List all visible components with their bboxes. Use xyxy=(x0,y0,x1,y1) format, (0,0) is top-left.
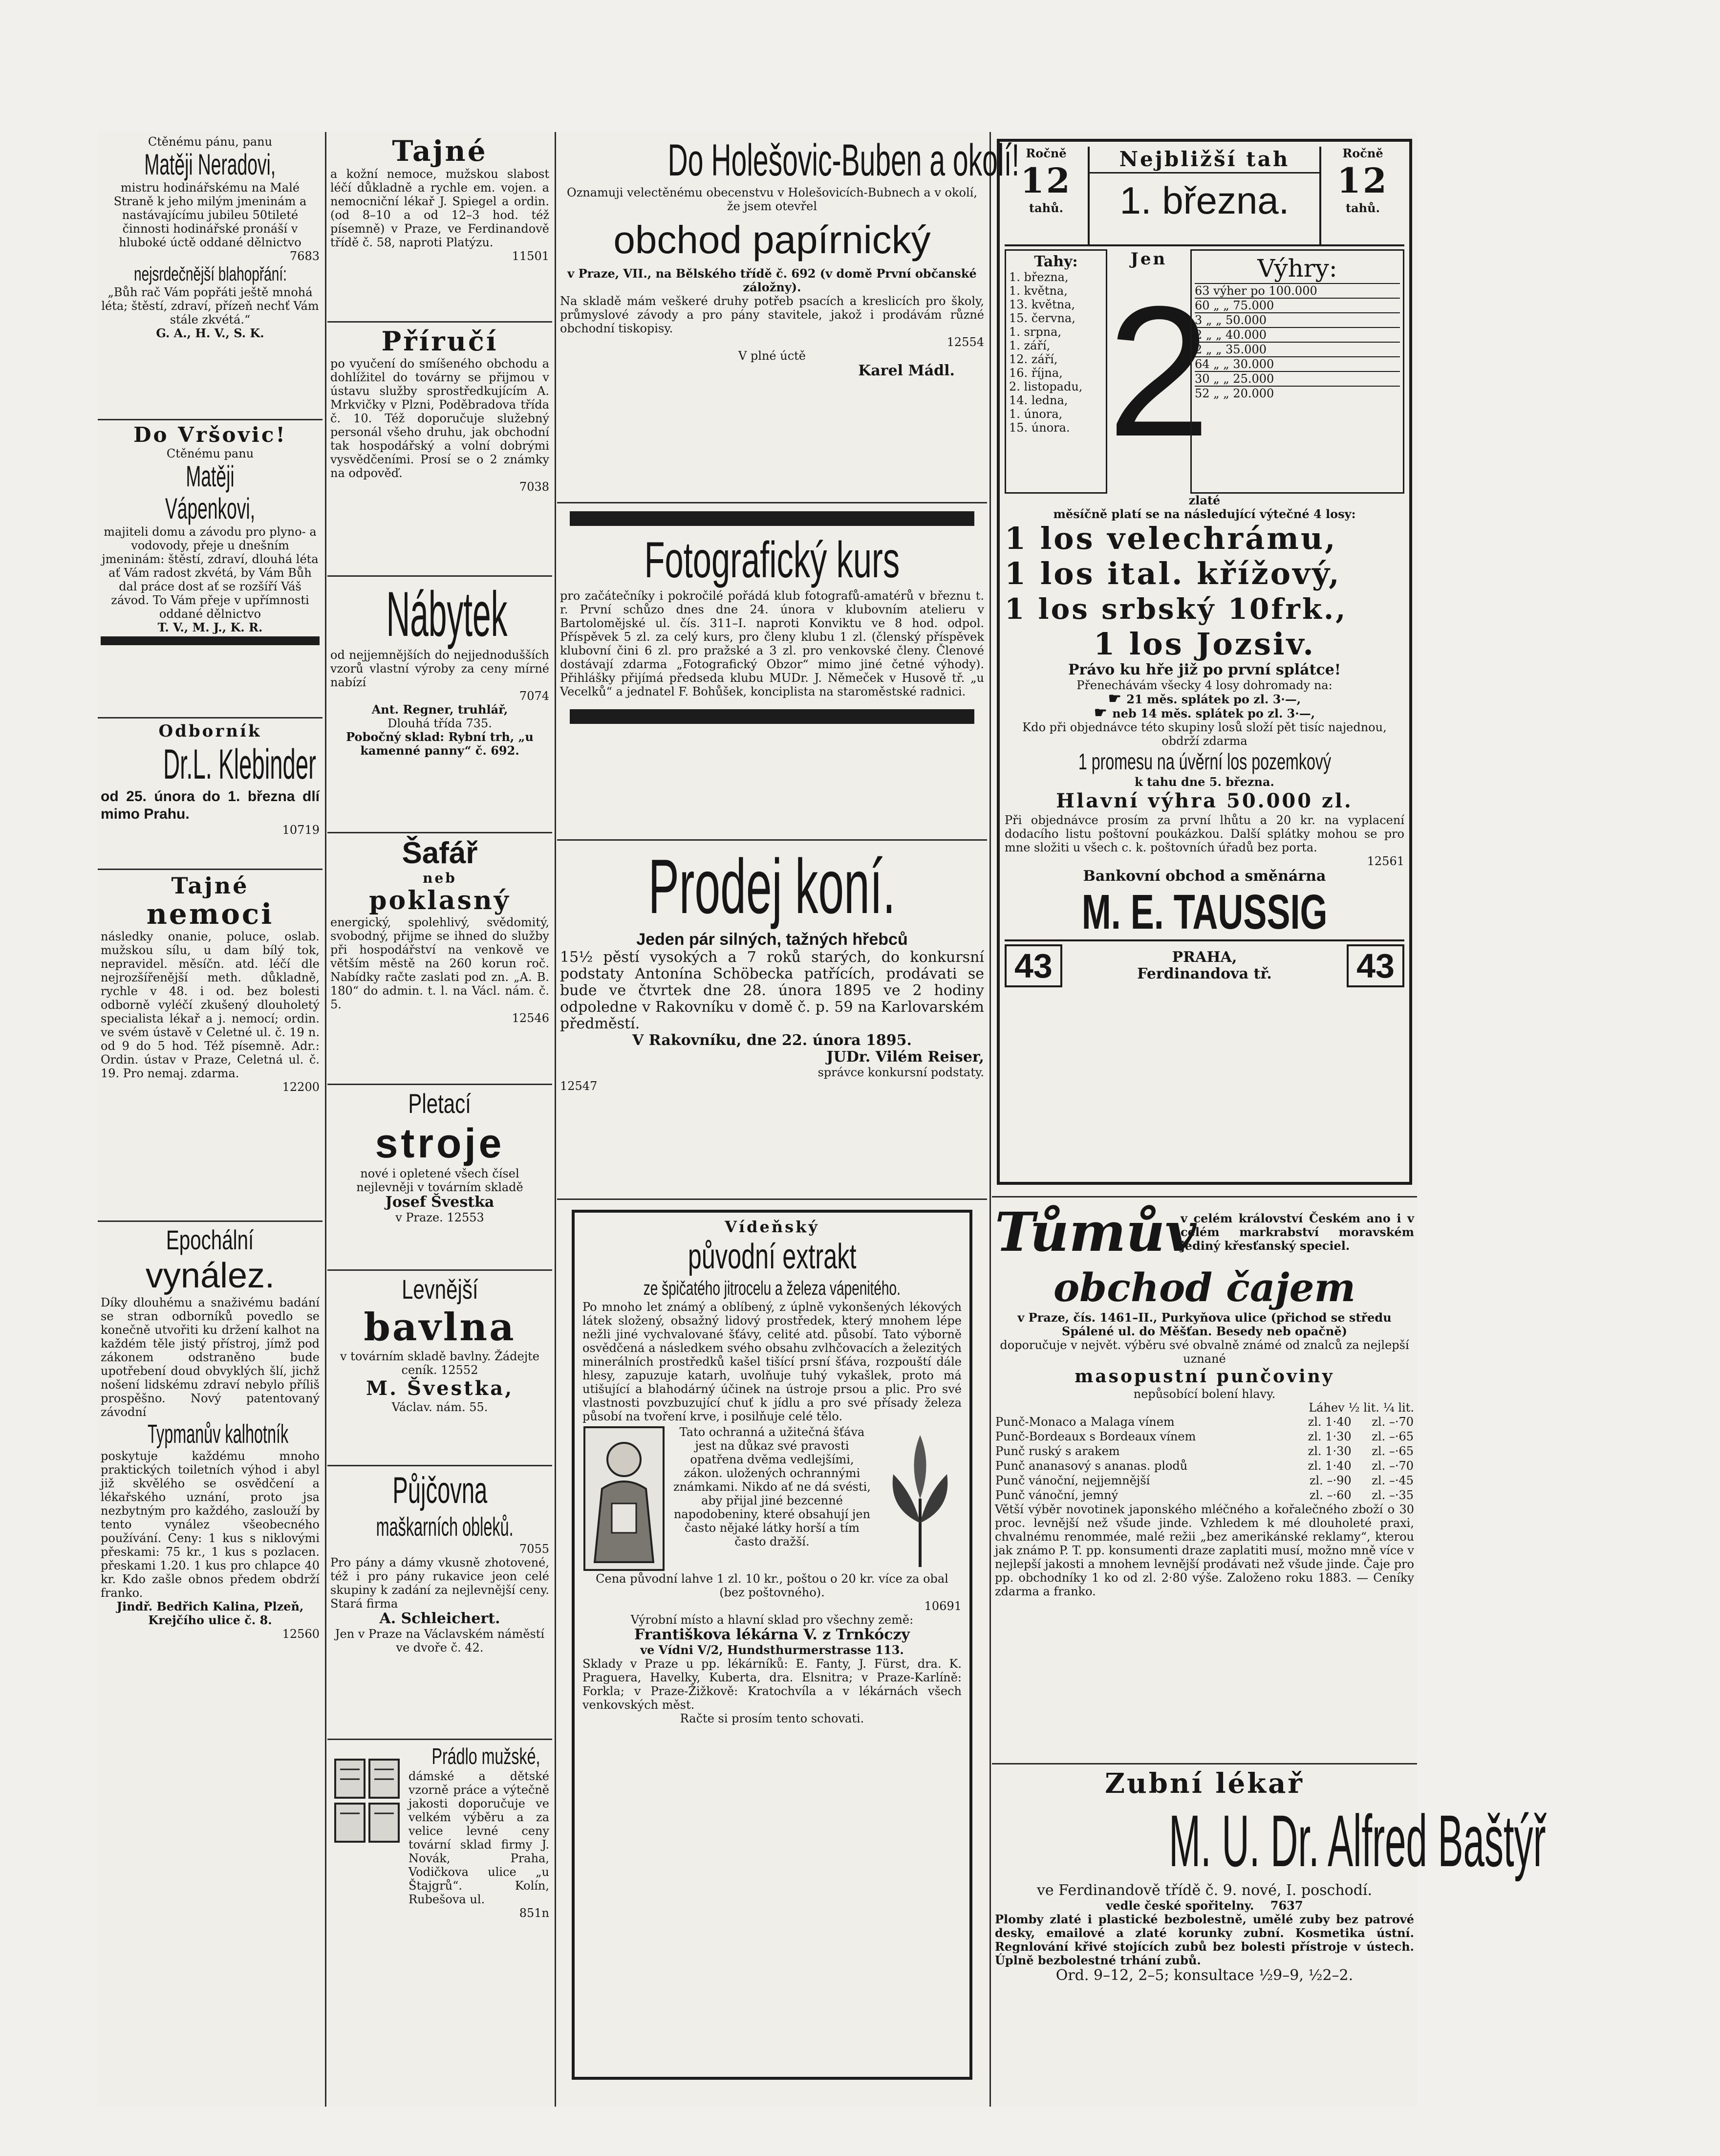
headline-2: poklasný xyxy=(369,886,511,915)
body-text: 15½ pěstí vysokých a 7 roků starých, do konkursní podstaty Antonína Schöbecka patřících, prodávati se bude ve čtvrtek dne 28. února 1895 ve 2 hodiny odpoledne v Rakovníku v domě č. p. 59 na Karlovarském předměstí. xyxy=(560,949,984,1032)
draw-date-item: 15. února. xyxy=(1009,421,1070,435)
headline-2: vynález. xyxy=(145,1256,275,1295)
draw-date-item: 14. ledna, xyxy=(1009,393,1068,407)
doctor-name: Dr.L. Klebinder xyxy=(163,741,316,788)
place-date: V Rakovníku, dne 22. února 1895. xyxy=(632,1032,912,1049)
ad-safar xyxy=(327,833,552,1085)
right-unit: tahů. xyxy=(1346,201,1380,215)
no-headache: nepůsobící bolení hlavy. xyxy=(1133,1387,1276,1401)
headline: Prodej koní. xyxy=(648,844,896,930)
ad-extrakt xyxy=(557,1200,987,2107)
column-rule xyxy=(325,132,326,2107)
punch-row xyxy=(995,1429,1414,1444)
firm-name: A. Schleichert. xyxy=(379,1610,500,1627)
body-text: Na skladě mám veškeré druhy potřeb psacích a kreslicích pro školy, průmyslové závody a pro pány stavitele, jakož i prodávám různé obchodní tiskopisy. xyxy=(560,294,984,335)
left-unit: tahů. xyxy=(1029,201,1063,215)
next-draw-date: 1. března. xyxy=(1090,172,1319,227)
bank-firm: M. E. TAUSSIG xyxy=(1081,885,1328,939)
newspaper-page xyxy=(98,132,1546,2107)
body-text: po vyučení do smíšeného obchodu a dohlížitel do továrny se přijmou v ústavu služby sprostředkujícím A. Mrkvičky v Plzni, Poděbradova třída č. 10. Též doporučuje služebný personál všeho druhu, jak obchodní tak hospodářský a volní dobrými vysvědčeními. Prosí se o 2 známky na odpověď. xyxy=(330,357,549,480)
body-text: Pro pány a dámy vkusně zhotovené, též i pro pány rukavice jeon celé skupiny k zadání za nejlevnější ceny. Stará firma xyxy=(330,1556,549,1611)
punch-row xyxy=(995,1473,1414,1488)
right-number: 12 xyxy=(1337,160,1389,201)
body-text: v továrním skladě bavlny. Žádejte ceník. 12552 xyxy=(340,1350,539,1377)
ad-tumuv xyxy=(992,1198,1417,1764)
draws-title: Tahy: xyxy=(1034,253,1078,270)
maker-intro: Výrobní místo a hlavní sklad pro všechny země: xyxy=(630,1613,914,1627)
punch-row xyxy=(995,1415,1414,1429)
side-code: 7055 xyxy=(519,1542,549,1556)
body-text: nové i opletené všech čísel nejlevněji v továrním skladě xyxy=(356,1167,523,1194)
price: Cena původní lahve 1 zl. 10 kr., poštou o 20 kr. více za obal (bez poštovného). xyxy=(596,1572,948,1599)
column-rule xyxy=(555,132,556,2107)
ad-code: 12546 xyxy=(512,1011,549,1025)
orders-text: Při objednávce prosím za první lhůtu a 20 kr. na vyplacení dodacího listu poštovní poukázkou. Další splátky mohou se pro mne složiti u všech c. k. poštovních úřadů bez porta. xyxy=(1005,813,1404,854)
punch-p1: zl. 1·40 xyxy=(1308,1415,1352,1429)
wins-list xyxy=(1195,283,1400,400)
los-4: 1 los Jozsiv. xyxy=(1094,626,1315,662)
ad-code: 10691 xyxy=(924,1599,962,1613)
body-text: Po mnoho let známý a oblíbený, z úplně vykonšených lékových látek složený, obsažný lidový prostředek, který mnohem lépe nežli jiné vychvalované šťávy, celité atd. působí. Tato výborně osvědčená a následkem svého obsahu zvlhčovacích a železitých minerálních prostředků kašel tišící prsní šťáva, rozpouští dále hlesy, zapuzuje katarh, uvolňuje tuhý vykašlek, proto má utišující a blahodárný účinek na ústroje prsou a plic. Pro své vlastnosti povzbuzující chuť k jídlu a pro své přísady železa působí na tvoření krve, i posilňuje celé tělo. xyxy=(582,1300,962,1423)
house-number: 43 xyxy=(1005,944,1062,987)
win-item: 52 „ „ 20.000 xyxy=(1195,386,1400,400)
city: v Praze. 12553 xyxy=(395,1211,484,1224)
group-text: Kdo při objednávce této skupiny losů složí pět tisíc najednou, obdrží zdarma xyxy=(1022,720,1387,748)
punch-p1: zl. 1·30 xyxy=(1308,1430,1352,1443)
product-name: masopustní punčoviny xyxy=(1075,1366,1334,1387)
ad-bavlna xyxy=(327,1271,552,1466)
lead-text: Jeden pár silných, tažných hřebců xyxy=(636,930,908,949)
offer-text: Přenechávám všecky 4 losy dohromady na: xyxy=(1076,678,1333,692)
headline-2: nemoci xyxy=(146,897,274,931)
draw-date-item: 12. září, xyxy=(1009,352,1058,366)
body-text: energický, spolehlivý, svědomitý, svobodný, přijme se ihned do služby při hospodářství na venkově ve větším městě na 260 korun roč. Nabídky račte zaslati pod zn. „A. B. 180“ do admin. t. l. na Václ. nám. č. 5. xyxy=(330,915,549,1011)
punch-p2: zl. –·70 xyxy=(1372,1415,1414,1429)
shop-name: obchod papírnický xyxy=(613,218,931,261)
body-text: pro začátečníky i pokročilé pořádá klub fotografů-amatérů v březnu t. r. První schůzo dnes dne 24. února v klubovním atelieru v Bartolomějské ul. čís. 311–I. naproti Konviktu ve 8 hod. odpol. Příspěvek 5 zl. za celý kurs, pro členy klubu 1 zl. (členský příspěvek klubovní čini 6 zl. pro pražské a 3 zl. pro venkovské členy. Členové dostávají zdarma „Fotografický Obzor“ mimo jiné četné výhody). Přihlášky přijímá předseda klubu MUDr. J. Němeček v Husově tř. „u Vecelků“ a jednatel F. Bohůšek, konciplista na staroměstské radnici. xyxy=(560,589,984,698)
ad-vynalez xyxy=(98,1222,322,2097)
draw-date-item: 1. září, xyxy=(1009,339,1051,352)
body-text: Díky dlouhému a snaživému badání se stran odborníků povedlo se konečně utvořiti ku držení kalhot na každém těle jistý přístroj, jímž pod zákonem odstraněno bude upotřebení doud obvyklých šlí, jichž nošení lidskému zdraví nebylo příliš prospěšno. Nový patentovaný závodní xyxy=(101,1296,320,1419)
divider-bar xyxy=(570,709,974,724)
headline: Do Holešovic-Buben a okolí! xyxy=(667,135,1020,185)
person-name: Matěji Vápenkovi, xyxy=(165,460,256,525)
draw-date-item: 15. června, xyxy=(1009,311,1075,325)
draw-date-item: 1. března, xyxy=(1009,270,1069,284)
role: správce konkursní podstaty. xyxy=(817,1066,984,1079)
advice: Račte si prosím tento schovati. xyxy=(680,1712,864,1725)
plantain-trademark-image xyxy=(879,1425,962,1572)
punch-p2: zl. –·70 xyxy=(1372,1459,1414,1473)
signature: JUDr. Vilém Reiser, xyxy=(826,1048,984,1066)
plan-2: ☛ neb 14 měs. splátek po zl. 3·—, xyxy=(1094,704,1315,721)
body-text: dámské a dětské vzorně práce a výtečně jakosti doporučuje ve velkém výběru a za velice levné ceny tovární sklad firmy J. Novák, Praha, Vodičkova ulice „u Štajgrů“. Kolín, Rubešova ul. xyxy=(408,1769,549,1906)
ad-code: 12554 xyxy=(946,335,984,349)
ad-nabytek xyxy=(327,577,552,833)
bank-label: Bankovní obchod a směnárna xyxy=(1083,868,1326,885)
punch-p1: zl. –·90 xyxy=(1309,1474,1352,1487)
ad-code: 7074 xyxy=(519,689,549,703)
branch: Pobočný sklad: Rybní trh, „u kamenné panny“ č. 692. xyxy=(346,730,534,758)
stores: Sklady v Praze u pp. lékárníků: E. Fanty, J. Fürst, dra. K. Praguera, Havelky, Kuberta, dra. Elsnitra; v Praze-Karlíně: Forkla; v Praze-Žižkově: Kratochvíla a v lékárnách všech venkovských měst. xyxy=(582,1657,962,1712)
wish-title: nejsrdečnější blahopřání: xyxy=(133,263,287,285)
column-2 xyxy=(327,132,552,2107)
ad-foto xyxy=(557,503,987,841)
ad-vrsovic xyxy=(98,420,322,719)
salute: Ctěnému pánu, panu xyxy=(148,135,273,149)
maker-address: ve Vídni V/2, Hundsthurmerstrasse 113. xyxy=(640,1643,904,1657)
body-text: majiteli domu a závodu pro plyno- a vodovody, přeje u dnešním jmeninám: štěstí, zdraví, dlouhá léta ať Vám radost zkvétá, by Vám Bůh dal práce dost ať se rozšíří Váš závod. To Vám přeje v upřímnosti oddané dělnictvo xyxy=(102,525,319,621)
win-item: 64 „ „ 30.000 xyxy=(1195,356,1400,371)
win-item: 30 „ „ 25.000 xyxy=(1195,371,1400,386)
intro-text: Oznamuji velectěnému obecenstvu v Holešovicích-Bubnech a v okolí, že jsem otevřel xyxy=(567,186,977,213)
ad-tajne xyxy=(327,132,552,323)
ad-code: 12560 xyxy=(282,1627,320,1641)
draw-date-item: 16. října, xyxy=(1009,366,1063,380)
hours: Ord. 9–12, 2–5; konsultace ½9–9, ½2–2. xyxy=(1055,1967,1354,1984)
signature: Karel Mádl. xyxy=(858,362,955,379)
maker: Františkova lékárna V. z Trnkóczy xyxy=(634,1626,910,1643)
punch-name: Punč vánoční, jemný xyxy=(995,1488,1118,1502)
ad-code: 7038 xyxy=(519,480,549,494)
punch-row xyxy=(995,1459,1414,1473)
headline-2: stroje xyxy=(375,1120,505,1166)
headline: Půjčovna xyxy=(392,1470,487,1511)
punch-name: Punč ruský s arakem xyxy=(995,1444,1120,1458)
headline: Prádlo mužské, xyxy=(431,1743,540,1769)
near-text: vedle české spořitelny. 7637 xyxy=(1106,1898,1303,1913)
person-name: Matěji Neradovi, xyxy=(144,148,276,181)
plan-1: ☛ 21 měs. splátek po zl. 3·—, xyxy=(1108,690,1301,707)
body-text: od nejjemnějších do nejjednodušších vzorů vlastní výroby za ceny mírné nabízí xyxy=(330,648,549,689)
main-prize: Hlavní výhra 50.000 zl. xyxy=(1056,789,1353,812)
firm-name: Ant. Regner, truhlář, xyxy=(371,702,508,717)
ad-holesovice xyxy=(557,132,1020,503)
firm-name: M. Švestka, xyxy=(366,1377,514,1400)
punch-name: Punč-Bordeaux s Bordeaux vínem xyxy=(995,1430,1196,1443)
column-3 xyxy=(557,132,1020,2107)
punch-row xyxy=(995,1444,1414,1459)
headline: Levnější xyxy=(401,1274,478,1305)
headline: Epochální xyxy=(166,1224,254,1255)
draws-list xyxy=(1009,270,1103,435)
body-text: a kožní nemoce, mužskou slabost léčí důkladně a rychle em. vojen. a nemocniční lékař J. Spiegel a ordin. (od 8–10 a od 12–3 hod. též písemně) v Praze, ve Ferdinandově třídě č. 58, naproti Platýzu. xyxy=(330,167,549,249)
punch-name: Punč ananasový s ananas. plodů xyxy=(995,1459,1188,1473)
signature: T. V., M. J., K. R. xyxy=(157,620,263,634)
body-text: mistru hodinářskému na Malé Straně k jeho milým jmeninám a nastávajícímu jubileu 50tileté činnosti hodinářské pronáší v hluboké úctě oddané dělnictvo xyxy=(113,181,307,249)
ad-code: 851n xyxy=(519,1906,549,1920)
win-item: 63 výher po 100.000 xyxy=(1195,283,1400,298)
label: Vídeňský xyxy=(725,1218,819,1236)
regards: V plné úctě xyxy=(738,349,806,363)
draw-date-item: 13. května, xyxy=(1009,298,1075,311)
gold-label: zlaté xyxy=(1188,493,1221,507)
side-text: v celém království Českém ano i v celém markrabství moravském jediný křesťanský speciel. xyxy=(1181,1211,1414,1253)
product-name: Typmanův kalhotník xyxy=(148,1419,289,1449)
shop-name: obchod čajem xyxy=(1053,1264,1356,1310)
body-text: následky onanie, poluce, oslab. mužskou sílu, u dam bílý tok, nepravidel. měsíčn. atd. léčí dle nejrozšířenější meth. důkladně, rychle v 48. i od. bez bolesti odborně vyléčí zkušený dlouholetý specialista lékař a j. nemocí; ordin. ve svém ústavě v Celetné ul. č. 19 n. od 9 do 5 hod. Též písemně. Adr.: Ordin. ústav v Praze, Celetná ul. č. 19. Pro nemaj. zdarma. xyxy=(101,930,320,1080)
big-two: 2 xyxy=(1107,267,1211,475)
address: v Praze, VII., na Bělského třídě č. 692 (v domě První občanské záložny). xyxy=(567,266,977,294)
punch-p2: zl. –·65 xyxy=(1372,1444,1414,1458)
headline-2: bavlna xyxy=(364,1305,516,1350)
headline: Tajné xyxy=(171,872,249,899)
street: Ferdinandova tř. xyxy=(1137,965,1272,982)
punch-p1: zl. 1·30 xyxy=(1308,1444,1352,1458)
punch-row xyxy=(995,1488,1414,1503)
address: Václav. nám. 55. xyxy=(391,1400,488,1414)
label: Odborník xyxy=(158,721,262,741)
ad-code: 12561 xyxy=(1367,854,1404,868)
punch-p1: zl. –·60 xyxy=(1309,1488,1352,1502)
punch-p2: zl. –·35 xyxy=(1372,1488,1414,1502)
promise: 1 promesu na úvěrní los pozemkový xyxy=(1078,749,1331,774)
address: Dlouhá třída 735. xyxy=(387,717,492,730)
win-item: 2 „ „ 40.000 xyxy=(1195,327,1400,342)
lottery-frame xyxy=(997,139,1412,1185)
body-text-2: poskytuje každému mnoho praktických toiletních výhod i abyl již skvělého se osvědčení a lékařského uznání, proto jsa nezbytným pro každého, zaslouží by tento vynález všeobecného používání. Ceny: 1 kus s niklovými přeskami: 75 kr., 1 kus s pozlacen. přeskami 1.20. 1 kus pro chlapce 40 kr. Kdo zašle obnos předem obdrží franko. xyxy=(101,1449,320,1600)
punch-p2: zl. –·65 xyxy=(1372,1430,1414,1443)
ad-klebinder xyxy=(98,719,322,870)
draw-date-item: 1. srpna, xyxy=(1009,325,1062,339)
headline-2: maškarních obleků. xyxy=(376,1512,514,1542)
column-1 xyxy=(98,132,322,2107)
nebo: neb xyxy=(423,870,457,886)
label: Zubní lékař xyxy=(1105,1767,1304,1800)
divider-bar xyxy=(101,636,320,645)
signature: G. A., H. V., S. K. xyxy=(156,326,264,340)
win-item: 60 „ „ 75.000 xyxy=(1195,298,1400,312)
draw-date: k tahu dne 5. března. xyxy=(1135,775,1274,789)
right-label: Ročně xyxy=(1342,146,1383,160)
headline: Šafář xyxy=(402,836,478,870)
city: PRAHA, xyxy=(1172,949,1237,966)
draw-date-item: 1. února, xyxy=(1009,407,1063,421)
ad-pradlo xyxy=(327,1740,552,1920)
ad-pujcovna xyxy=(327,1466,552,1740)
ad-stroje xyxy=(327,1085,552,1271)
ad-code: 12547 xyxy=(560,1079,598,1093)
monk-trademark-image xyxy=(582,1425,666,1572)
ad-priruci xyxy=(327,323,552,577)
wish-text: „Bůh rač Vám popřáti ještě mnohá léta; štěstí, zdraví, přízeň nechť Vám stále zkvétá.“ xyxy=(101,285,319,327)
punch-p2: zl. –·45 xyxy=(1372,1474,1414,1487)
body-text: Plomby zlaté i plastické bezbolestně, umělé zuby bez patrové desky, emailové a zlaté korunky zubní. Kosmetika ústní. Regnlování křivé stojících zubů bez bolesti přístroje v ústech. Úplně bezbolestné trhání zubů. xyxy=(995,1912,1414,1967)
headline: Do Vršovic! xyxy=(133,423,287,447)
linen-illustration xyxy=(330,1755,404,1848)
firm-name: Josef Švestka xyxy=(385,1194,494,1211)
punch-p1: zl. 1·40 xyxy=(1308,1459,1352,1473)
ad-zubni xyxy=(992,1764,1546,2107)
draw-date-item: 2. listopadu, xyxy=(1009,380,1083,393)
left-number: 12 xyxy=(1020,160,1072,201)
ad-neradovi xyxy=(98,132,322,420)
price-header: Láhev ½ lit. ¼ lit. xyxy=(1309,1401,1414,1415)
salute: Ctěnému panu xyxy=(166,447,254,460)
body-text: Větší výběr novotinek japonského mléčného a kořalečného zboží o 30 proc. levnější než všude jinde. Vzhledem k mé dlouholeté praxi, chvalnému renommée, malé režii „bez amerikánské reklamy“, kterou jak známo P. T. pp. konsumenti draze zaplatiti musí, možno mně více v nejlepší jakosti a mnohem levnější prodávati než všude jinde. Čaje pro pp. obchodníky 1 ko od zl. 2·80 výše. Založeno roku 1883. — Ceníky zdarma a franko. xyxy=(995,1503,1414,1598)
ad-lottery xyxy=(992,132,1417,1198)
los-3: 1 los srbský 10frk., xyxy=(1005,592,1348,626)
win-item: 3 „ „ 50.000 xyxy=(1195,312,1400,327)
recommend-text: doporučuje v největ. výběru své obvalně známé od znalců za nejlepší uznané xyxy=(1000,1338,1409,1366)
headline: Příručí xyxy=(381,326,498,357)
address: Jen v Praze na Václavském náměstí ve dvoře č. 42. xyxy=(335,1627,545,1655)
headline: Nábytek xyxy=(386,578,508,650)
los-2: 1 los ital. křížový, xyxy=(1005,556,1341,591)
body-text: od 25. února do 1. března dlí mimo Prahu. xyxy=(101,788,320,822)
los-1: 1 los velechrámu, xyxy=(1005,521,1337,556)
left-label: Ročně xyxy=(1026,146,1067,160)
next-draw-header: Nejbližší tah xyxy=(1119,147,1290,171)
divider-bar xyxy=(570,511,974,526)
punch-name: Punč vánoční, nejjemnější xyxy=(995,1474,1150,1487)
subtitle: ze špičatého jitrocelu a železa vápenitého. xyxy=(643,1278,901,1299)
right-to-play: Právo ku hře již po první splátce! xyxy=(1068,661,1341,678)
extract-frame xyxy=(572,1210,972,2080)
house-number-right: 43 xyxy=(1347,944,1404,987)
monthly-text: měsíčně platí se na následující výtečné 4 losy: xyxy=(1053,507,1356,521)
ad-kone xyxy=(557,841,987,1200)
ad-code: 11501 xyxy=(512,249,549,263)
seller: Jindř. Bedřich Kalina, Plzeň, Krejčího ulice č. 8. xyxy=(116,1599,304,1627)
punch-name: Punč-Monaco a Malaga vínem xyxy=(995,1415,1175,1429)
brand-name: Tůmův xyxy=(995,1200,1197,1263)
dentist-name: M. U. Dr. Alfred Baštýř xyxy=(1169,1800,1546,1882)
ad-tajne-nemoci xyxy=(98,870,322,1222)
punch-price-table xyxy=(995,1415,1414,1503)
ad-code: 7683 xyxy=(289,249,320,263)
headline: Tajné xyxy=(392,134,488,168)
column-4 xyxy=(992,132,1546,2107)
only-label: Jen xyxy=(1130,249,1167,269)
address: ve Ferdinandově třídě č. 9. nové, I. poschodí. xyxy=(1036,1882,1373,1899)
headline: původní extrakt xyxy=(688,1237,857,1276)
draw-date-item: 1. května, xyxy=(1009,284,1068,298)
column-rule xyxy=(989,132,991,2107)
ad-code: 10719 xyxy=(282,823,320,837)
win-item: 2 „ „ 35.000 xyxy=(1195,342,1400,356)
address: v Praze, čís. 1461–II., Purkyňova ulice (přichod se středu Spálené ul. do Měšťan. Besedy neb opačně) xyxy=(1017,1310,1392,1338)
headline: Pletací xyxy=(408,1088,472,1119)
wins-title: Výhry: xyxy=(1257,254,1337,283)
body-text-2: Tato ochranná a užitečná šťáva jest na důkaz své pravosti opatřena dvěma vedlejšími, zákon. uložených ochrannými známkami. Nikdo ať ne dá svésti, aby přijal jiné bezcenné napodobeniny, které obsahují jen často nějaké látky horší a tím často dražší. xyxy=(673,1425,871,1548)
headline: Fotografický kurs xyxy=(644,532,900,588)
ad-code: 12200 xyxy=(282,1080,320,1094)
